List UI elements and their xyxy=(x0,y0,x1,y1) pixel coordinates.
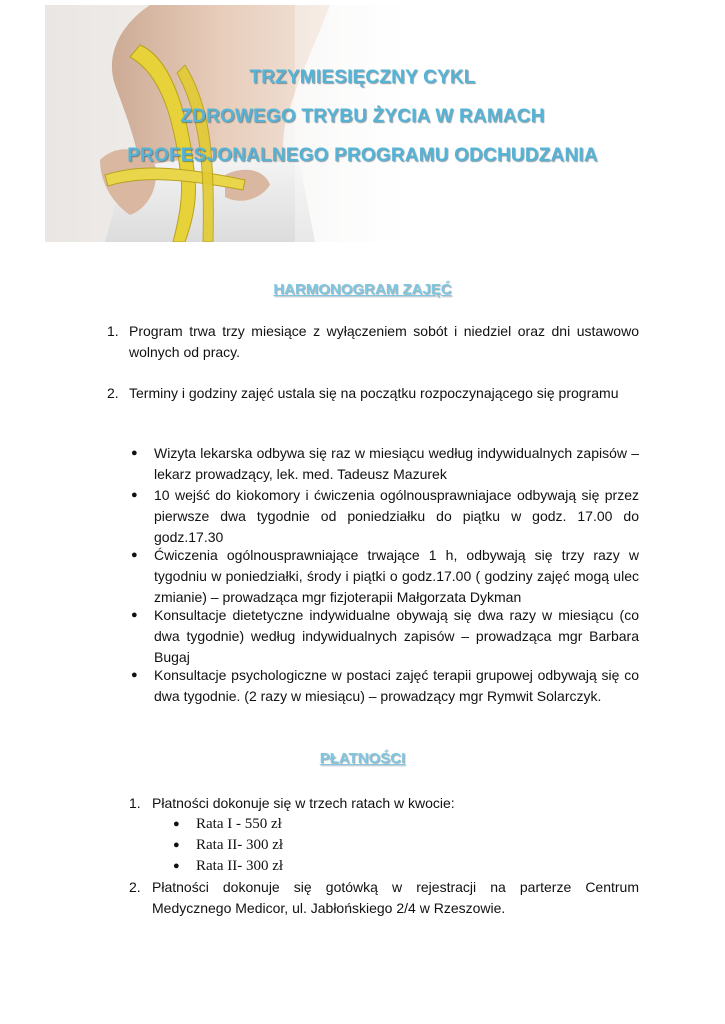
bullet-icon: ● xyxy=(131,549,138,561)
schedule-item-2-text: Terminy i godziny zajęć ustala się na początku rozpoczynającego się programu xyxy=(129,385,619,401)
bullet-icon: ● xyxy=(173,860,180,872)
bullet-icon: ● xyxy=(131,489,138,501)
bullet-icon: ● xyxy=(173,818,180,830)
rate-1: Rata I - 550 zł xyxy=(196,816,282,832)
schedule-bullet-1: Wizyta lekarska odbywa się raz w miesiącu według indywidualnych zapisów – lekarz prowadzący, lek. med. Tadeusz Mazurek xyxy=(154,445,639,482)
rate-2: Rata II- 300 zł xyxy=(196,837,284,853)
bullet-icon: ● xyxy=(131,669,138,681)
payments-item-2-text: Płatności dokonuje się gotówką w rejestracji na parterze Centrum Medycznego Medicor, ul. Jabłońskiego 2/4 w Rzeszowie. xyxy=(152,879,639,916)
schedule-item-1-text: Program trwa trzy miesiące z wyłączeniem sobót i niedziel oraz dni ustawowo wolnych od pracy. xyxy=(129,323,639,360)
rate-3: Rata II- 300 zł xyxy=(196,858,284,874)
schedule-item-2-number: 2. xyxy=(107,385,119,401)
schedule-bullet-2: 10 wejść do kiokomory i ćwiczenia ogólnousprawniajace odbywają się przez pierwsze dwa tygodnie od poniedziałku do piątku w godz. 17.00 do godz.17.30 xyxy=(154,487,639,545)
schedule-bullet-3: Ćwiczenia ogólnousprawniające trwające 1 h, odbywają się trzy razy w tygodniu w poniedziałki, środy i piątki o godz.17.00 ( godziny zajęć mogą ulec zmianie) – prowadząca mgr fizjoterapii Małgorzata Dykman xyxy=(154,547,639,605)
bullet-icon: ● xyxy=(131,609,138,621)
bullet-icon: ● xyxy=(131,447,138,459)
payments-item-1-number: 1. xyxy=(129,795,141,811)
bullet-icon: ● xyxy=(173,839,180,851)
title-line-1: TRZYMIESIĘCZNY CYKL xyxy=(249,67,476,88)
schedule-heading: HARMONOGRAM ZAJĘĆ xyxy=(273,281,452,298)
schedule-bullet-5: Konsultacje psychologiczne w postaci zajęć terapii grupowej odbywają się co dwa tygodnie. (2 razy w miesiącu) – prowadzący mgr Rymwit Solarczyk. xyxy=(154,667,639,704)
title-line-3: PROFESJONALNEGO PROGRAMU ODCHUDZANIA xyxy=(127,145,598,166)
payments-item-1-text: Płatności dokonuje się w trzech ratach w kwocie: xyxy=(152,795,455,811)
payments-item-2-number: 2. xyxy=(129,879,141,895)
schedule-bullet-4: Konsultacje dietetyczne indywidualne obywają się dwa razy w miesiącu (co dwa tygodnie) według indywidualnych zapisów – prowadząca mgr Barbara Bugaj xyxy=(154,607,639,665)
document-title xyxy=(0,58,725,175)
schedule-item-1-number: 1. xyxy=(107,323,119,339)
payments-heading: PŁATNOŚCI xyxy=(319,750,406,767)
title-line-2: ZDROWEGO TRYBU ŻYCIA W RAMACH xyxy=(180,106,545,127)
